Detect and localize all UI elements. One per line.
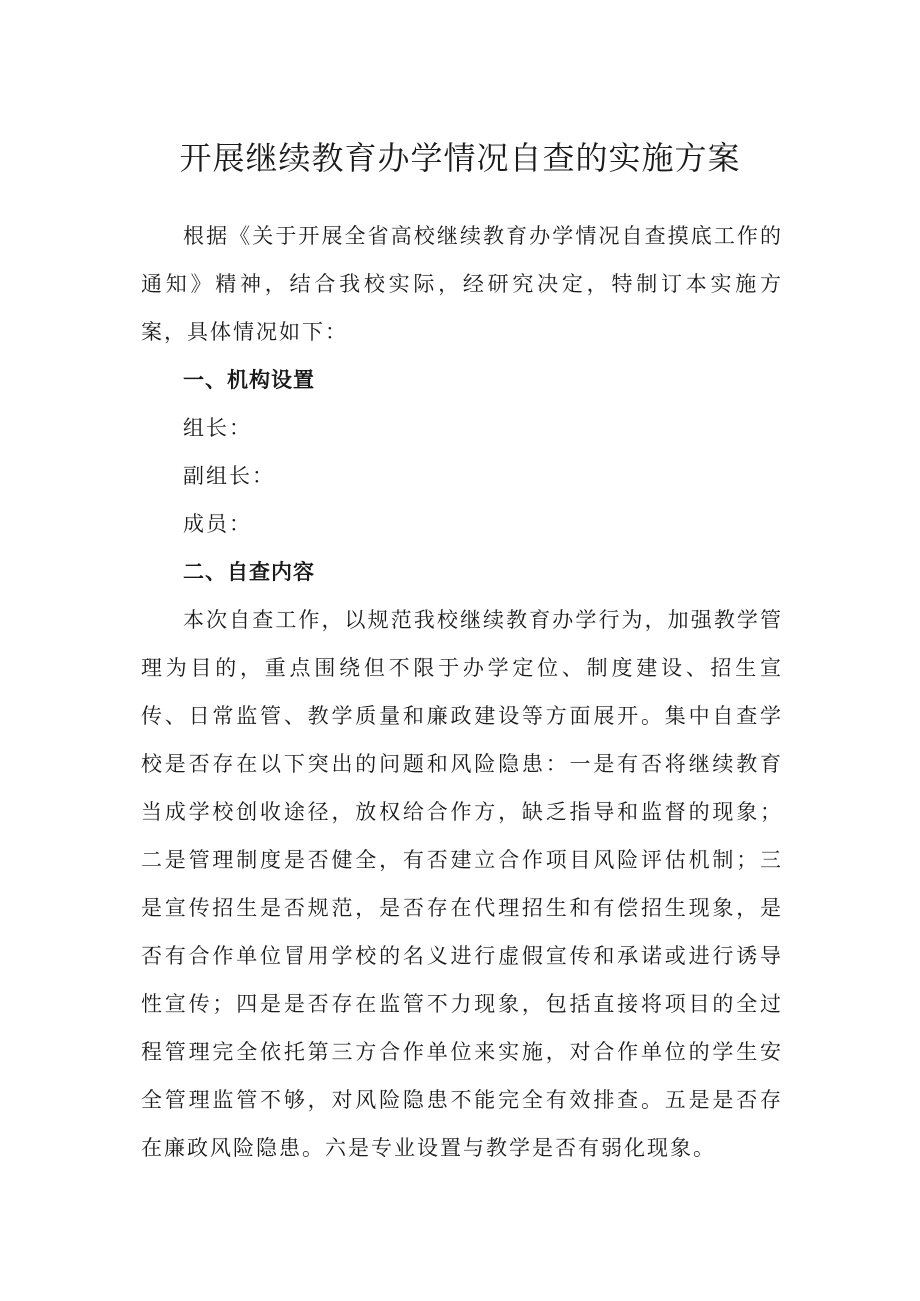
- section-heading-organization: 一、机构设置: [183, 368, 315, 392]
- self-check-content-paragraph: 本次自查工作，以规范我校继续教育办学行为，加强教学管理为目的，重点围绕但不限于办学定位、制度建设、招生宣传、日常监管、教学质量和廉政建设等方面展开。集中自查学校是否存在以下突出的问题和风险隐患：一是有否将继续教育当成学校创收途径，放权给合作方，缺乏指导和监督的现象；二是管理制度是否健全，有否建立合作项目风险评估机制；三是宣传招生是否规范，是否存在代理招生和有偿招生现象，是否有合作单位冒用学校的名义进行虚假宣传和承诺或进行诱导性宣传；四是是否存在监管不力现象，包括直接将项目的全过程管理完全依托第三方合作单位来实施，对合作单位的学生安全管理监管不够，对风险隐患不能完全有效排查。五是是否存在廉政风险隐患。六是专业设置与教学是否有弱化现象。: [141, 608, 783, 1160]
- document-title: 开展继续教育办学情况自查的实施方案: [179, 139, 741, 177]
- section-heading-self-check-content: 二、自查内容: [183, 560, 315, 584]
- document-body: [141, 212, 783, 1172]
- deputy-leader-field: 副组长：: [183, 464, 275, 488]
- members-field: 成员：: [183, 512, 252, 536]
- leader-field: 组长：: [183, 416, 252, 440]
- intro-paragraph: 根据《关于开展全省高校继续教育办学情况自查摸底工作的通知》精神，结合我校实际，经研究决定，特制订本实施方案，具体情况如下：: [141, 224, 783, 344]
